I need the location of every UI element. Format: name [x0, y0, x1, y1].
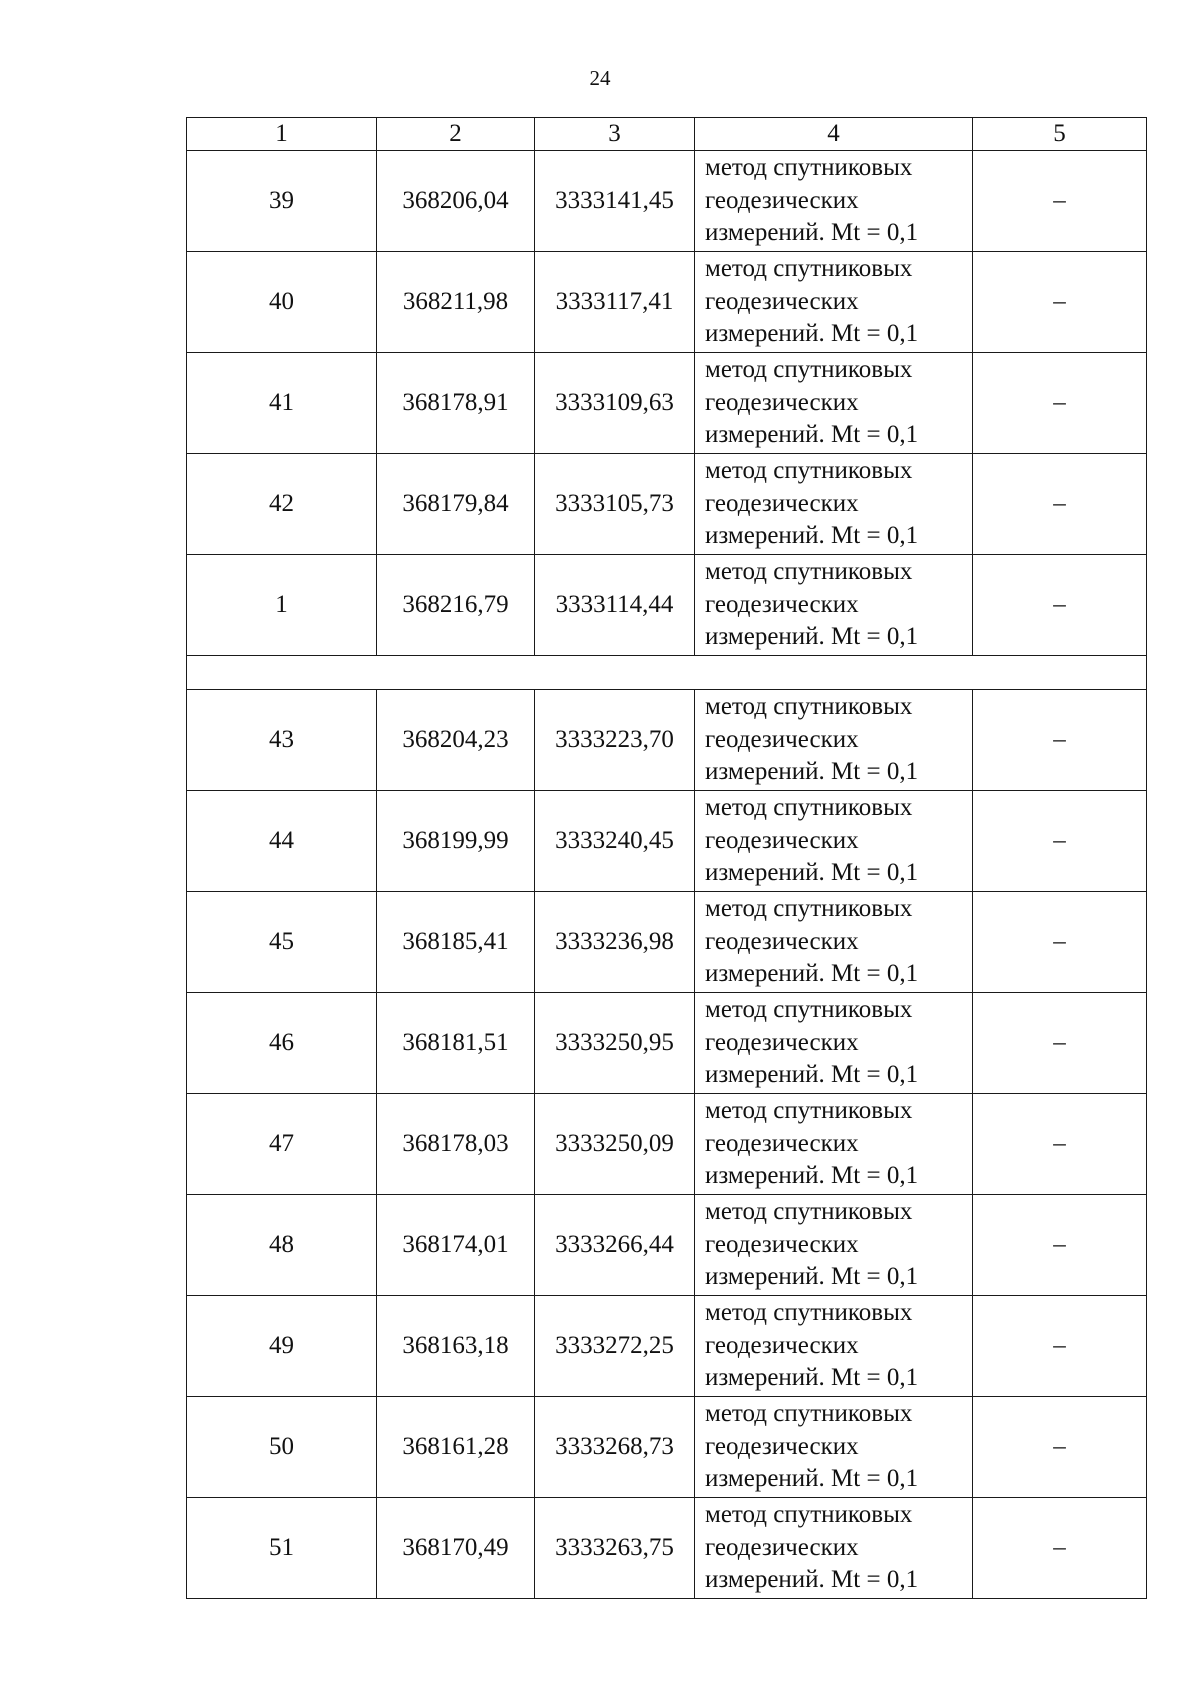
method-line: измерений. Mt = 0,1	[705, 1465, 919, 1493]
table-row	[187, 1498, 1147, 1599]
method-line: геодезических	[705, 1533, 859, 1561]
method-cell	[695, 993, 973, 1094]
method-cell	[695, 555, 973, 656]
method-line: геодезических	[705, 287, 859, 315]
note-cell: –	[973, 353, 1147, 454]
x-coordinate-cell: 368178,91	[377, 353, 535, 454]
method-line: метод спутниковых	[705, 996, 913, 1024]
note-cell: –	[973, 555, 1147, 656]
x-coordinate-cell: 368216,79	[377, 555, 535, 656]
y-coordinate-cell: 3333141,45	[535, 151, 695, 252]
group-separator-cell	[187, 656, 1147, 690]
method-line: метод спутниковых	[705, 895, 913, 923]
note-cell: –	[973, 454, 1147, 555]
x-coordinate-cell: 368199,99	[377, 791, 535, 892]
method-cell	[695, 252, 973, 353]
method-line: измерений. Mt = 0,1	[705, 1162, 919, 1190]
table-row	[187, 690, 1147, 791]
method-line: геодезических	[705, 1129, 859, 1157]
point-number-cell: 45	[187, 892, 377, 993]
method-line: геодезических	[705, 1432, 859, 1460]
x-coordinate-cell: 368179,84	[377, 454, 535, 555]
method-line: геодезических	[705, 1331, 859, 1359]
method-line: геодезических	[705, 1230, 859, 1258]
method-line: геодезических	[705, 1028, 859, 1056]
y-coordinate-cell: 3333109,63	[535, 353, 695, 454]
method-line: метод спутниковых	[705, 794, 913, 822]
point-number-cell: 42	[187, 454, 377, 555]
note-cell: –	[973, 791, 1147, 892]
method-line: метод спутниковых	[705, 693, 913, 721]
point-number-cell: 47	[187, 1094, 377, 1195]
point-number-cell: 1	[187, 555, 377, 656]
coordinates-table-body	[187, 118, 1147, 1599]
method-line: геодезических	[705, 186, 859, 214]
table-row	[187, 555, 1147, 656]
note-cell: –	[973, 1094, 1147, 1195]
y-coordinate-cell: 3333117,41	[535, 252, 695, 353]
method-line: геодезических	[705, 725, 859, 753]
page-number: 24	[589, 66, 611, 90]
method-cell	[695, 1296, 973, 1397]
note-cell: –	[973, 1397, 1147, 1498]
point-number-cell: 48	[187, 1195, 377, 1296]
note-cell: –	[973, 252, 1147, 353]
method-cell	[695, 1094, 973, 1195]
point-number-cell: 43	[187, 690, 377, 791]
table-row	[187, 993, 1147, 1094]
method-cell	[695, 1195, 973, 1296]
x-coordinate-cell: 368174,01	[377, 1195, 535, 1296]
note-cell: –	[973, 1498, 1147, 1599]
y-coordinate-cell: 3333268,73	[535, 1397, 695, 1498]
method-line: геодезических	[705, 388, 859, 416]
x-coordinate-cell: 368206,04	[377, 151, 535, 252]
method-line: измерений. Mt = 0,1	[705, 758, 919, 786]
note-cell: –	[973, 690, 1147, 791]
y-coordinate-cell: 3333240,45	[535, 791, 695, 892]
y-coordinate-cell: 3333105,73	[535, 454, 695, 555]
table-row	[187, 252, 1147, 353]
method-line: измерений. Mt = 0,1	[705, 1566, 919, 1594]
x-coordinate-cell: 368178,03	[377, 1094, 535, 1195]
table-row	[187, 1094, 1147, 1195]
x-coordinate-cell: 368181,51	[377, 993, 535, 1094]
group-separator-row	[187, 656, 1147, 690]
table-row	[187, 1397, 1147, 1498]
table-row	[187, 1296, 1147, 1397]
y-coordinate-cell: 3333250,09	[535, 1094, 695, 1195]
method-line: геодезических	[705, 826, 859, 854]
method-line: метод спутниковых	[705, 558, 913, 586]
y-coordinate-cell: 3333223,70	[535, 690, 695, 791]
note-cell: –	[973, 993, 1147, 1094]
table-row	[187, 892, 1147, 993]
table-row	[187, 151, 1147, 252]
note-cell: –	[973, 1195, 1147, 1296]
point-number-cell: 50	[187, 1397, 377, 1498]
method-line: измерений. Mt = 0,1	[705, 1061, 919, 1089]
method-cell	[695, 1397, 973, 1498]
method-line: метод спутниковых	[705, 255, 913, 283]
method-line: метод спутниковых	[705, 1299, 913, 1327]
header-cell-1: 1	[187, 118, 377, 151]
x-coordinate-cell: 368161,28	[377, 1397, 535, 1498]
point-number-cell: 40	[187, 252, 377, 353]
method-cell	[695, 791, 973, 892]
header-cell-4: 4	[695, 118, 973, 151]
table-row	[187, 1195, 1147, 1296]
point-number-cell: 41	[187, 353, 377, 454]
x-coordinate-cell: 368211,98	[377, 252, 535, 353]
method-line: измерений. Mt = 0,1	[705, 623, 919, 651]
method-line: измерений. Mt = 0,1	[705, 421, 919, 449]
x-coordinate-cell: 368170,49	[377, 1498, 535, 1599]
y-coordinate-cell: 3333263,75	[535, 1498, 695, 1599]
method-line: метод спутниковых	[705, 1400, 913, 1428]
table-row	[187, 454, 1147, 555]
method-line: метод спутниковых	[705, 356, 913, 384]
y-coordinate-cell: 3333266,44	[535, 1195, 695, 1296]
method-cell	[695, 892, 973, 993]
header-cell-2: 2	[377, 118, 535, 151]
point-number-cell: 49	[187, 1296, 377, 1397]
header-row	[187, 118, 1147, 151]
method-line: геодезических	[705, 489, 859, 517]
method-line: геодезических	[705, 927, 859, 955]
point-number-cell: 51	[187, 1498, 377, 1599]
y-coordinate-cell: 3333272,25	[535, 1296, 695, 1397]
method-cell	[695, 151, 973, 252]
x-coordinate-cell: 368204,23	[377, 690, 535, 791]
header-cell-5: 5	[973, 118, 1147, 151]
note-cell: –	[973, 151, 1147, 252]
method-line: измерений. Mt = 0,1	[705, 320, 919, 348]
method-line: измерений. Mt = 0,1	[705, 1364, 919, 1392]
y-coordinate-cell: 3333114,44	[535, 555, 695, 656]
method-line: метод спутниковых	[705, 1198, 913, 1226]
coordinates-table	[186, 117, 1147, 1599]
method-line: метод спутниковых	[705, 1501, 913, 1529]
method-cell	[695, 690, 973, 791]
x-coordinate-cell: 368185,41	[377, 892, 535, 993]
point-number-cell: 39	[187, 151, 377, 252]
x-coordinate-cell: 368163,18	[377, 1296, 535, 1397]
table-row	[187, 353, 1147, 454]
method-line: геодезических	[705, 590, 859, 618]
method-line: измерений. Mt = 0,1	[705, 1263, 919, 1291]
method-line: метод спутниковых	[705, 154, 913, 182]
method-line: измерений. Mt = 0,1	[705, 522, 919, 550]
y-coordinate-cell: 3333236,98	[535, 892, 695, 993]
method-line: измерений. Mt = 0,1	[705, 960, 919, 988]
method-line: измерений. Mt = 0,1	[705, 219, 919, 247]
y-coordinate-cell: 3333250,95	[535, 993, 695, 1094]
method-line: метод спутниковых	[705, 457, 913, 485]
note-cell: –	[973, 1296, 1147, 1397]
method-cell	[695, 1498, 973, 1599]
point-number-cell: 44	[187, 791, 377, 892]
method-line: метод спутниковых	[705, 1097, 913, 1125]
header-cell-3: 3	[535, 118, 695, 151]
note-cell: –	[973, 892, 1147, 993]
method-cell	[695, 353, 973, 454]
table-row	[187, 791, 1147, 892]
method-cell	[695, 454, 973, 555]
point-number-cell: 46	[187, 993, 377, 1094]
method-line: измерений. Mt = 0,1	[705, 859, 919, 887]
